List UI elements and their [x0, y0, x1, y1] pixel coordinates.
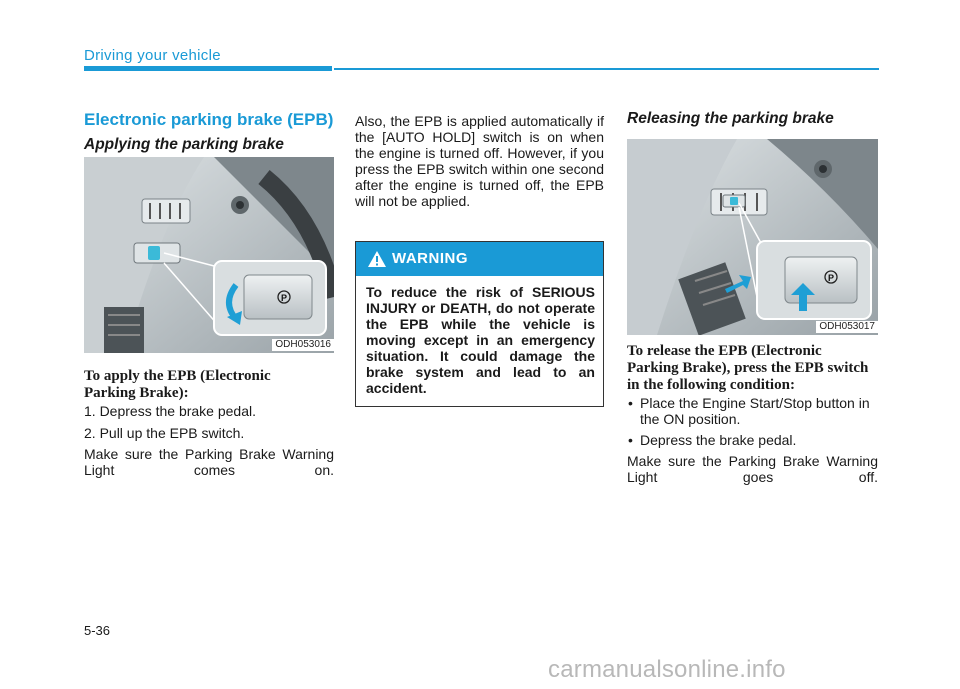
release-bullet-2 — [627, 432, 878, 448]
apply-step-1: 1. Depress the brake pedal. — [84, 403, 256, 419]
header-rule-thin — [334, 68, 879, 70]
release-epb-figure — [627, 139, 878, 335]
auto-apply-text: Also, the EPB is applied automatically if the [AUTO HOLD] switch is on when the engine is turned off. However, if you press the EPB switch within one second after the engine is turned off, the EPB will not be applied. — [355, 113, 604, 209]
warning-text: To reduce the risk of SERIOUS INJURY or DEATH, do not operate the EPB while the vehicle is moving except in an emergency situation. It could damage the brake system and lead to an accident. — [366, 284, 595, 396]
release-figure-code: ODH053017 — [816, 321, 878, 333]
apply-step-2: 2. Pull up the EPB switch. — [84, 425, 245, 441]
header-rule-thick — [84, 66, 332, 71]
apply-epb-figure — [84, 157, 334, 353]
apply-intro: To apply the EPB (Electronic Parking Brake): — [84, 368, 271, 401]
watermark[interactable]: carmanualsonline.info — [548, 656, 786, 683]
release-bullet-1-text: Place the Engine Start/Stop button in the ON position. — [640, 395, 870, 427]
header-title: Driving your vehicle — [84, 47, 221, 64]
apply-note: Make sure the Parking Brake Warning Light comes on. — [84, 446, 334, 478]
bullet-icon: • — [628, 432, 633, 448]
release-bullet-1 — [627, 395, 878, 427]
release-note: Make sure the Parking Brake Warning Light goes off. — [627, 453, 878, 485]
switch-p-label: P — [827, 273, 835, 283]
apply-subtitle: Applying the parking brake — [84, 136, 284, 153]
page-number: 5-36 — [84, 623, 111, 638]
release-intro: To release the EPB (Electronic Parking Brake), press the EPB switch in the following condition: — [627, 343, 869, 393]
warning-header — [356, 242, 603, 276]
section-title: Electronic parking brake (EPB) — [84, 110, 334, 129]
warning-triangle-icon — [368, 251, 386, 267]
release-subtitle: Releasing the parking brake — [627, 110, 834, 127]
release-bullet-2-text: Depress the brake pedal. — [640, 432, 797, 448]
bullet-icon: • — [628, 395, 633, 411]
warning-label: WARNING — [392, 250, 468, 267]
switch-p-label: P — [280, 293, 288, 303]
apply-figure-code: ODH053016 — [272, 339, 334, 351]
warning-box — [355, 241, 604, 407]
